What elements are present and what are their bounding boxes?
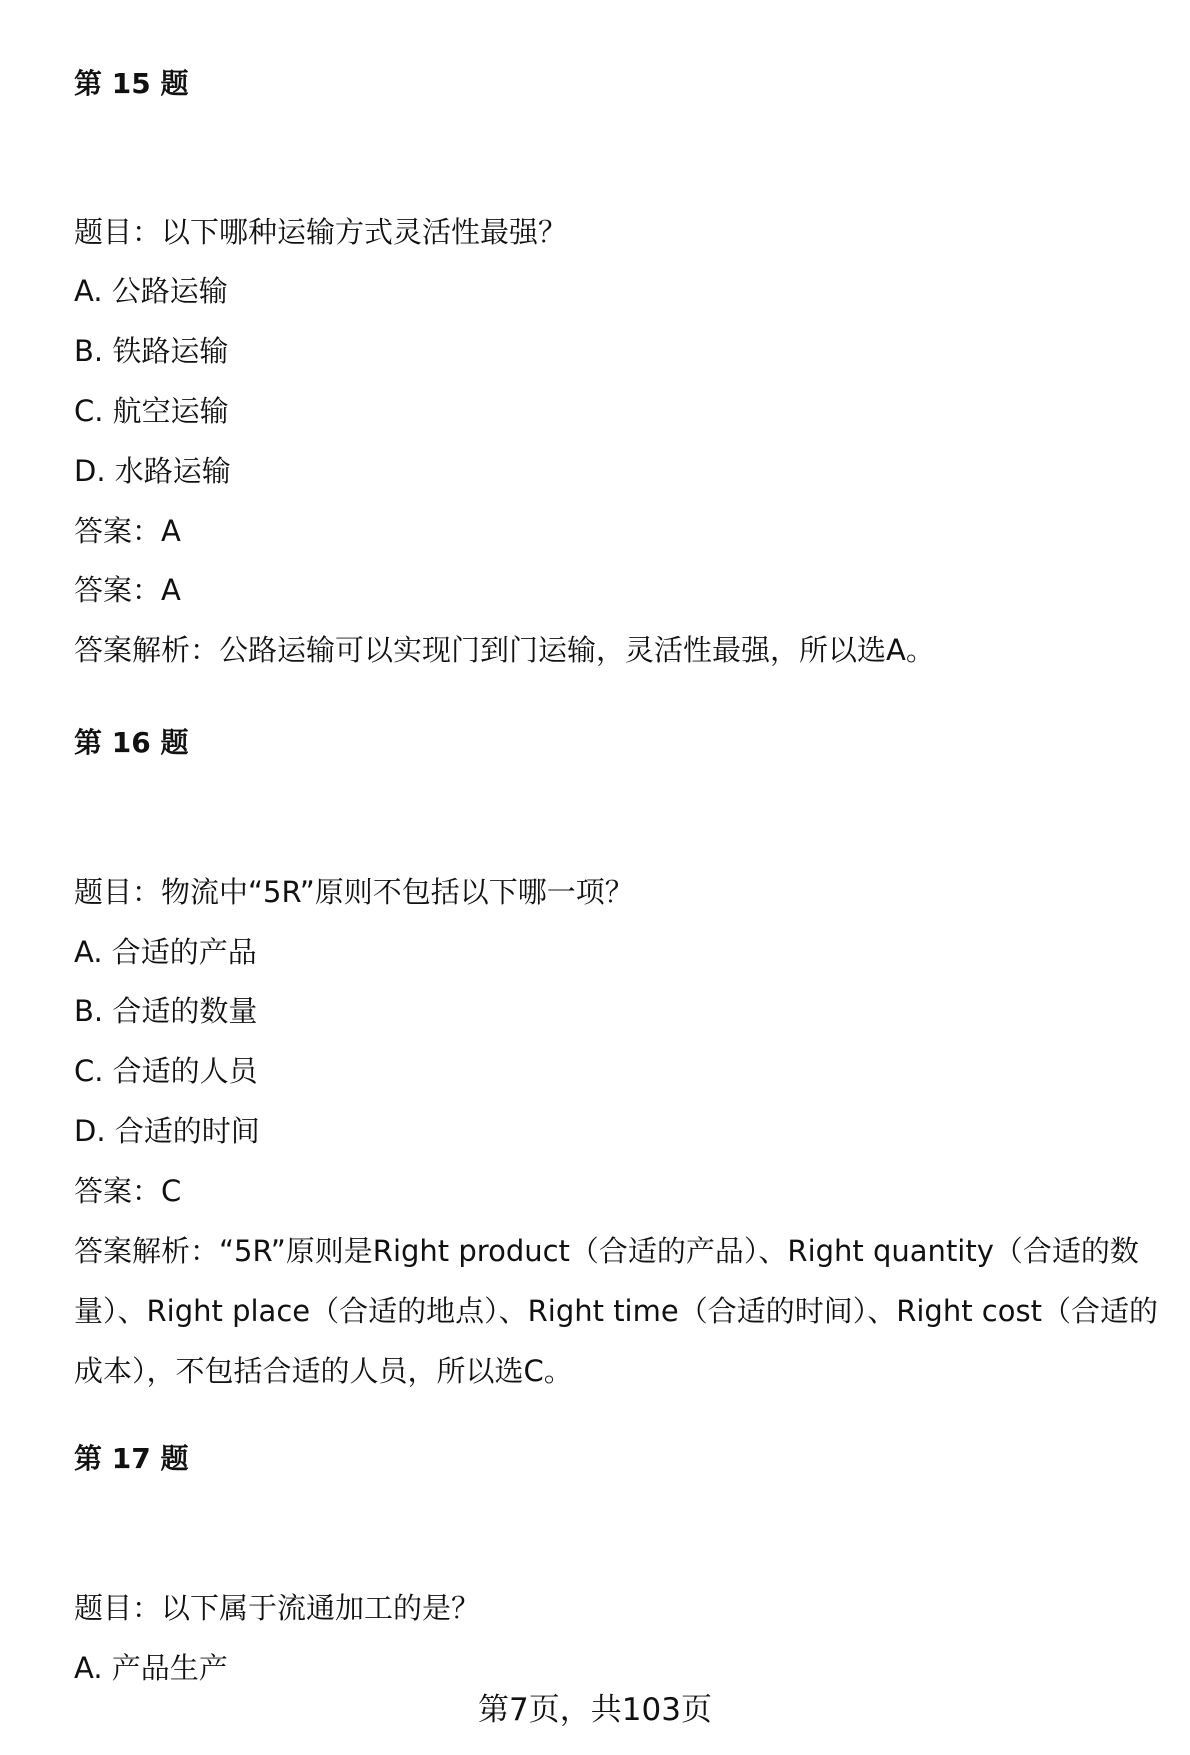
answer-line: 答案：C xyxy=(74,1174,182,1208)
option-b: B. 铁路运输 xyxy=(74,334,229,368)
option-a: A. 合适的产品 xyxy=(74,935,257,969)
option-c: C. 合适的人员 xyxy=(74,1054,258,1088)
option-c: C. 航空运输 xyxy=(74,394,229,428)
option-a: A. 产品生产 xyxy=(74,1651,228,1685)
question-heading: 第 15 题 xyxy=(74,67,189,100)
page-number-footer: 第7页，共103页 xyxy=(478,1692,712,1728)
answer-line: 答案：A xyxy=(74,514,181,548)
answer-line: 答案：A xyxy=(74,573,181,607)
answer-analysis: 答案解析：“5R”原则是Right product（合适的产品）、Right quantity（合适的数量）、Right place（合适的地点）、Right time（合适的时间）、Right cost（合适的成本），不包括合适的人员，所以选C。 xyxy=(74,1234,1158,1388)
question-text: 题目：以下哪种运输方式灵活性最强？ xyxy=(74,215,568,249)
option-b: B. 合适的数量 xyxy=(74,994,258,1028)
option-a: A. 公路运输 xyxy=(74,274,228,308)
option-d: D. 水路运输 xyxy=(74,454,231,488)
option-d: D. 合适的时间 xyxy=(74,1114,260,1148)
question-heading: 第 17 题 xyxy=(74,1442,189,1475)
answer-analysis: 答案解析：公路运输可以实现门到门运输，灵活性最强，所以选A。 xyxy=(74,633,935,667)
question-heading: 第 16 题 xyxy=(74,726,189,759)
question-text: 题目：物流中“5R”原则不包括以下哪一项？ xyxy=(74,875,634,909)
question-text: 题目：以下属于流通加工的是？ xyxy=(74,1591,481,1625)
